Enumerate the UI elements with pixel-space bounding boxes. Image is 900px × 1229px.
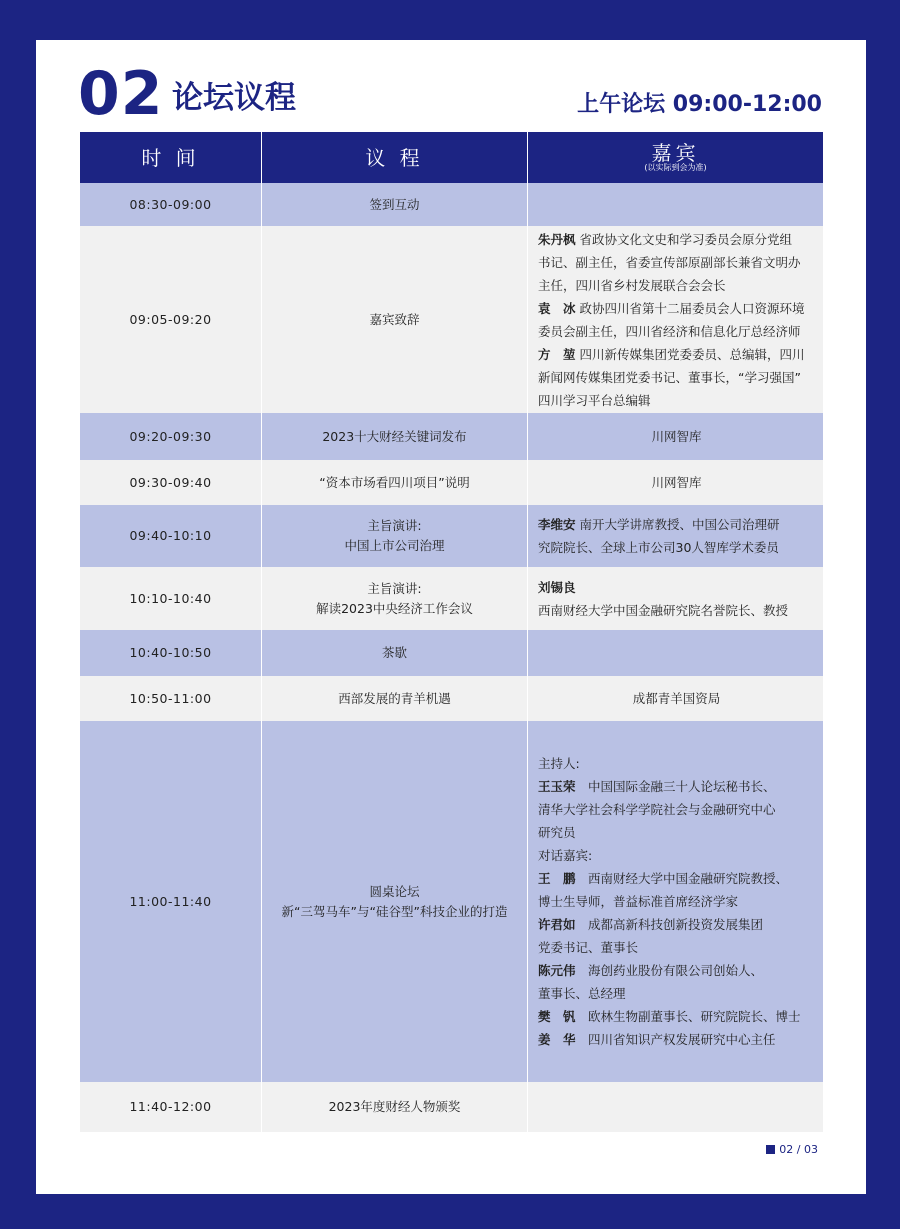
guest-title: 主任，四川省乡村发展联合会会长 [538, 277, 726, 293]
guest-title: 书记、副主任，省委宣传部原副部长兼省文明办 [538, 254, 801, 270]
guest-line [538, 752, 815, 775]
agenda-line: 中国上市公司治理 [344, 538, 445, 553]
row-agenda [262, 1082, 528, 1132]
guest-title: 川网智库 [651, 475, 702, 490]
guest-name: 刘锡良 [538, 579, 576, 595]
guest-title: 省政协文化文史和学习委员会原分党组 [575, 231, 792, 247]
guest-line [538, 251, 815, 274]
guest-line [538, 536, 815, 559]
agenda-line: 嘉宾致辞 [369, 311, 420, 327]
row-agenda [262, 226, 528, 413]
table-row [80, 630, 824, 676]
guest-title: 西南财经大学中国金融研究院名誉院长、教授 [538, 602, 789, 618]
guest-line [538, 959, 815, 982]
guest-title: 对话嘉宾: [538, 848, 593, 863]
guest-line [538, 775, 815, 798]
guest-title: 主持人: [538, 756, 580, 771]
guest-line [538, 798, 815, 821]
guest-name: 陈元伟 [538, 963, 576, 978]
guest-name: 王 鹏 [538, 871, 576, 886]
table-row [80, 460, 824, 505]
agenda-line: 圆桌论坛 [369, 883, 420, 899]
agenda-line: 解读2023中央经济工作会议 [316, 600, 473, 616]
guest-title: 四川省知识产权发展研究中心主任 [575, 1032, 776, 1047]
guest-line [538, 890, 815, 913]
guest-line [538, 471, 815, 494]
page-number: 02 / 03 [766, 1143, 818, 1157]
guest-line [538, 913, 815, 936]
guest-title: 南开大学讲席教授、中国公司治理研 [575, 517, 780, 532]
guest-name: 方 堃 [538, 346, 576, 362]
guest-name: 王玉荣 [538, 779, 576, 794]
table-row [80, 1082, 824, 1132]
table-row [80, 183, 824, 226]
table-row [80, 721, 824, 1082]
agenda-line: 新“三驾马车”与“硅谷型”科技企业的打造 [281, 903, 508, 919]
row-guests [528, 721, 824, 1082]
guest-name: 袁 冰 [538, 300, 576, 316]
guest-title: 政协四川省第十二届委员会人口资源环境 [575, 300, 805, 316]
guest-title: 海创药业股份有限公司创始人、 [575, 963, 764, 978]
guest-line [538, 320, 815, 343]
row-guests [528, 183, 824, 226]
row-guests [528, 676, 824, 721]
row-agenda [262, 567, 528, 630]
table-row [80, 676, 824, 721]
section-number: 02 [78, 59, 164, 129]
guest-line [538, 687, 815, 710]
row-agenda [262, 676, 528, 721]
guest-title: 西南财经大学中国金融研究院教授、 [575, 871, 789, 886]
guest-name: 李维安 [538, 517, 576, 532]
guest-title: 成都青羊国资局 [632, 691, 721, 706]
row-guests [528, 460, 824, 505]
row-time: 11:40-12:00 [80, 1082, 262, 1132]
guest-title: 欧林生物副董事长、研究院院长、博士 [575, 1009, 801, 1024]
table-row [80, 226, 824, 413]
guest-title: 清华大学社会科学学院社会与金融研究中心 [538, 802, 776, 817]
row-guests [528, 630, 824, 676]
guest-title: 新闻网传媒集团党委书记、董事长，“学习强国” [538, 369, 801, 385]
guest-line [538, 513, 815, 536]
row-guests [528, 567, 824, 630]
guest-line [538, 867, 815, 890]
agenda-line: 主旨演讲: [367, 580, 422, 596]
row-agenda [262, 505, 528, 567]
agenda-line: 签到互动 [369, 196, 420, 212]
agenda-line: 2023十大财经关键词发布 [322, 428, 467, 444]
guest-note: (以实际到会为准) [644, 163, 707, 172]
guest-line [538, 821, 815, 844]
section-title: 论坛议程 [172, 80, 296, 116]
page-marker-icon [766, 1145, 775, 1154]
agenda-line: 2023年度财经人物颁奖 [328, 1099, 461, 1114]
guest-line [538, 425, 815, 448]
guest-title: 中国国际金融三十人论坛秘书长、 [575, 779, 776, 794]
row-time: 10:50-11:00 [80, 676, 262, 721]
row-time: 10:40-10:50 [80, 630, 262, 676]
row-agenda [262, 413, 528, 460]
guest-line [538, 1005, 815, 1028]
guest-line [538, 297, 815, 320]
row-guests [528, 226, 824, 413]
guest-name: 樊 钒 [538, 1009, 576, 1024]
guest-title: 博士生导师，普益标准首席经济学家 [538, 894, 739, 909]
guest-line [538, 343, 815, 366]
column-header-agenda: 议 程 [262, 132, 528, 183]
guest-title: 四川新传媒集团党委委员、总编辑，四川 [575, 346, 805, 362]
guest-title: 成都高新科技创新投资发展集团 [575, 917, 764, 932]
guest-title: 党委书记、董事长 [538, 940, 639, 955]
table-row [80, 567, 824, 630]
row-time: 09:40-10:10 [80, 505, 262, 567]
column-header-time: 时 间 [80, 132, 262, 183]
row-time: 11:00-11:40 [80, 721, 262, 1082]
guest-line [538, 366, 815, 389]
row-guests [528, 505, 824, 567]
row-agenda [262, 721, 528, 1082]
guest-title: 委员会副主任，四川省经济和信息化厅总经济师 [538, 323, 801, 339]
row-time: 09:20-09:30 [80, 413, 262, 460]
guest-line [538, 844, 815, 867]
guest-line [538, 228, 815, 251]
guest-line [538, 936, 815, 959]
row-time: 08:30-09:00 [80, 183, 262, 226]
agenda-line: “资本市场看四川项目”说明 [319, 474, 470, 490]
row-agenda [262, 460, 528, 505]
agenda-line: 茶歇 [381, 645, 407, 660]
guest-line [538, 599, 815, 622]
guest-name: 姜 华 [538, 1032, 576, 1047]
guest-title: 四川学习平台总编辑 [538, 392, 651, 408]
row-agenda [262, 630, 528, 676]
agenda-line: 西部发展的青羊机遇 [338, 690, 451, 706]
guest-line [538, 1028, 815, 1051]
row-agenda [262, 183, 528, 226]
agenda-page [36, 40, 866, 1194]
row-guests [528, 413, 824, 460]
table-header-row [80, 132, 824, 183]
guest-name: 许君如 [538, 917, 576, 932]
table-row [80, 413, 824, 460]
row-time: 10:10-10:40 [80, 567, 262, 630]
row-time: 09:05-09:20 [80, 226, 262, 413]
guest-line [538, 389, 815, 412]
guest-line [538, 274, 815, 297]
guest-title: 研究员 [538, 825, 576, 840]
agenda-table [79, 132, 824, 1132]
row-time: 09:30-09:40 [80, 460, 262, 505]
guest-name: 朱丹枫 [538, 231, 576, 247]
guest-title: 川网智库 [651, 429, 702, 444]
table-row [80, 505, 824, 567]
row-guests [528, 1082, 824, 1132]
guest-line [538, 982, 815, 1005]
agenda-line: 主旨演讲: [367, 518, 422, 533]
guest-line [538, 576, 815, 599]
guest-title: 董事长、总经理 [538, 986, 626, 1001]
guest-title: 究院院长、全球上市公司30人智库学术委员 [538, 540, 779, 555]
column-header-guest: 嘉宾 (以实际到会为准) [528, 132, 824, 183]
session-time: 上午论坛 09:00-12:00 [577, 92, 822, 117]
